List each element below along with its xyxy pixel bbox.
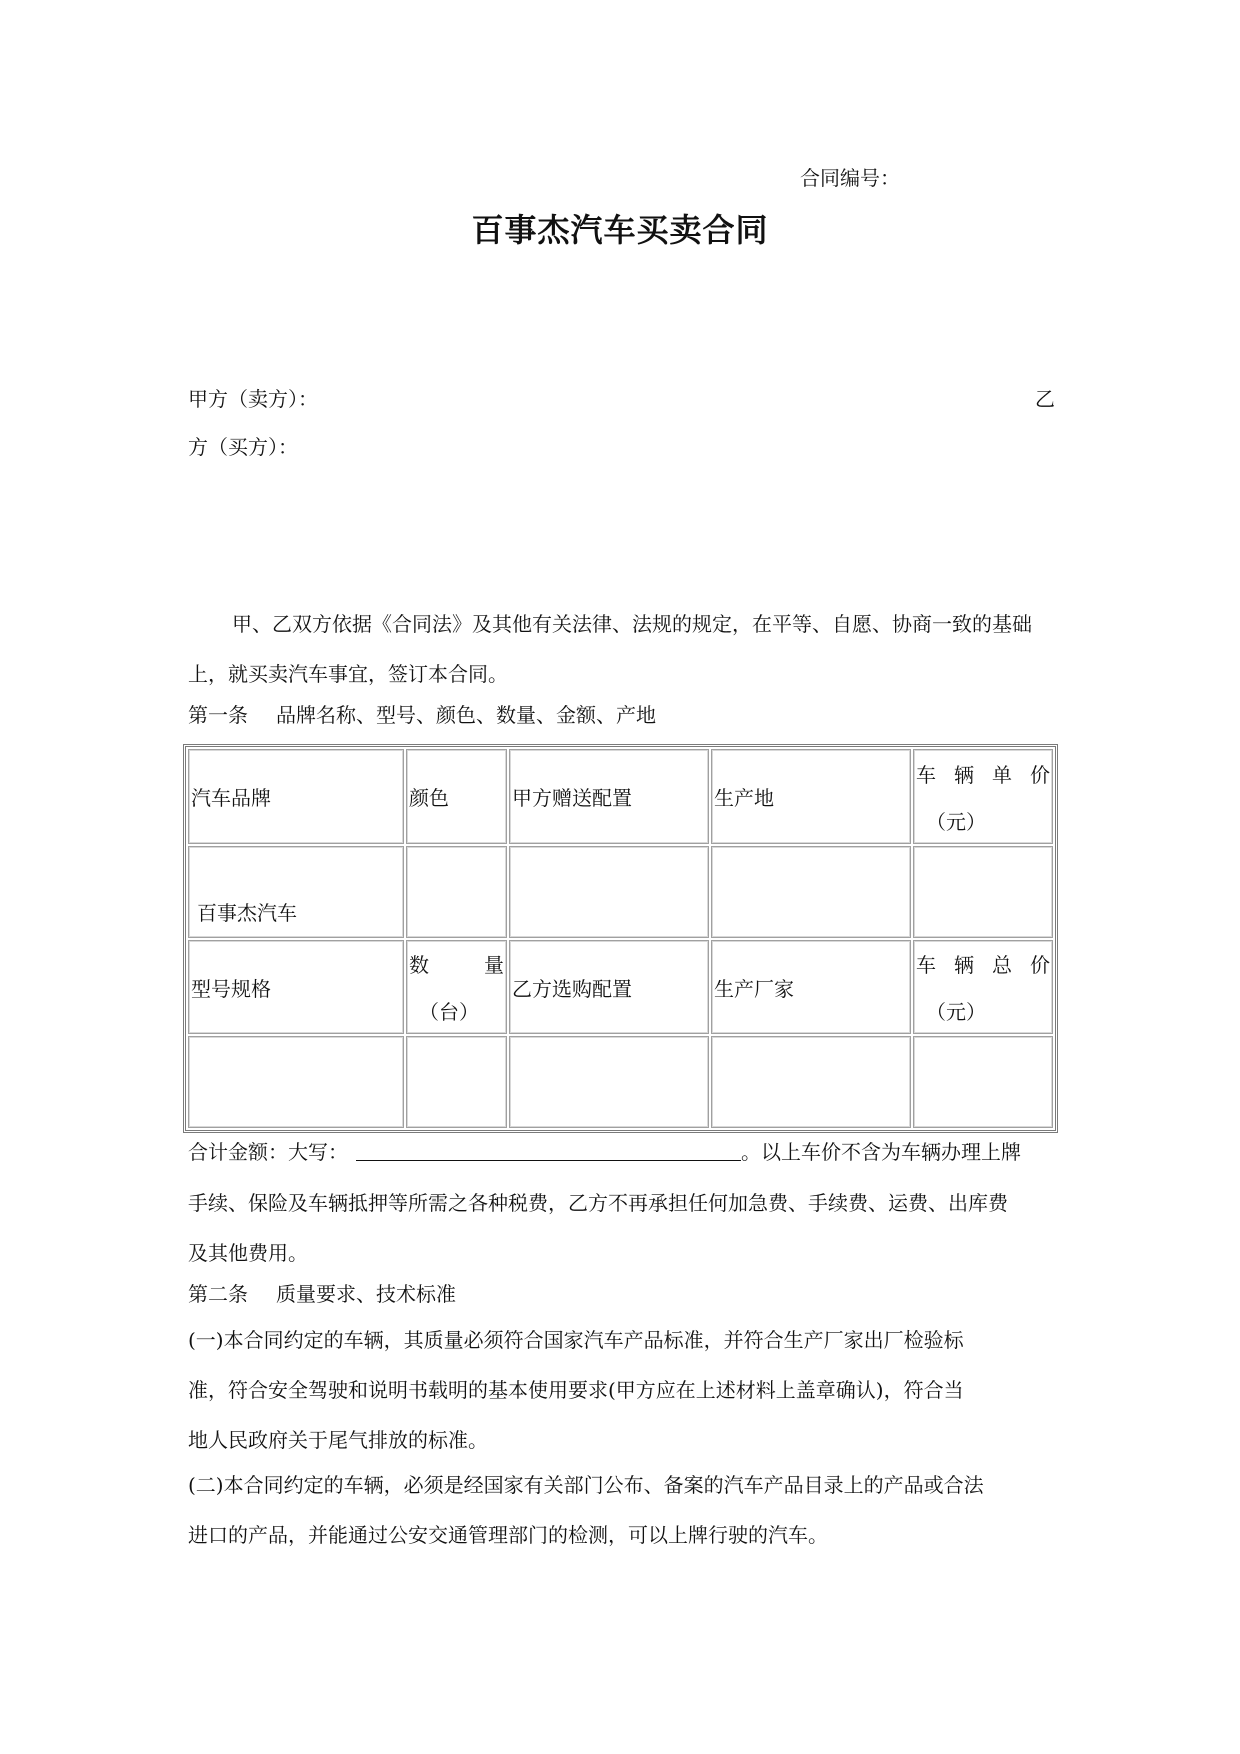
total-price-unit: （元）	[926, 1000, 986, 1024]
table-row	[188, 846, 1053, 938]
table-row	[188, 1036, 1053, 1128]
clause-2-line-2: 进口的产品，并能通过公安交通管理部门的检测，可以上牌行驶的汽车。	[188, 1523, 828, 1547]
quantity-value-cell	[406, 1036, 507, 1128]
header-gift-config: 甲方赠送配置	[509, 749, 709, 844]
total-price-char: 总	[992, 953, 1012, 977]
table-row	[188, 940, 1053, 1034]
party-b-label-part1: 乙	[1035, 387, 1055, 411]
manufacturer-value-cell	[711, 1036, 911, 1128]
article-2-number: 第二条	[188, 1282, 248, 1306]
header-model: 型号规格	[188, 940, 404, 1034]
vehicle-spec-table	[183, 744, 1058, 1133]
article-2-title: 质量要求、技术标准	[276, 1282, 456, 1306]
total-price-char: 价	[1030, 953, 1050, 977]
unit-price-char: 价	[1030, 762, 1050, 787]
unit-price-value-cell	[913, 846, 1053, 938]
header-brand: 汽车品牌	[188, 749, 404, 844]
clause-2-line-1: (二)本合同约定的车辆，必须是经国家有关部门公布、备案的汽车产品目录上的产品或合法	[188, 1473, 984, 1497]
quantity-char: 量	[484, 953, 504, 977]
contract-number-label: 合同编号：	[800, 166, 900, 190]
model-value-cell	[188, 1036, 404, 1128]
header-color: 颜色	[406, 749, 507, 844]
quantity-char: 数	[409, 953, 429, 977]
unit-price-unit: （元）	[926, 809, 986, 834]
article-1-heading	[188, 705, 656, 725]
total-note-line-2: 手续、保险及车辆抵押等所需之各种税费，乙方不再承担任何加急费、手续费、运费、出库费	[188, 1191, 1008, 1215]
clause-1-line-1: (一)本合同约定的车辆，其质量必须符合国家汽车产品标准，并符合生产厂家出厂检验标	[188, 1328, 964, 1352]
unit-price-char: 辆	[954, 762, 974, 787]
total-price-char: 车	[916, 953, 936, 977]
quantity-unit: （台）	[419, 1000, 479, 1024]
intro-line-2: 上，就买卖汽车事宜，签订本合同。	[188, 662, 508, 686]
party-b-label-part2: 方（买方）：	[188, 435, 298, 459]
clause-1-line-3: 地人民政府关于尾气排放的标准。	[188, 1428, 488, 1452]
color-value-cell	[406, 846, 507, 938]
table-row	[188, 749, 1053, 844]
total-amount-note: 。以上车价不含为车辆办理上牌	[741, 1140, 1021, 1164]
party-a-label: 甲方（卖方）：	[188, 387, 318, 411]
gift-config-value-cell	[509, 846, 709, 938]
unit-price-char: 单	[992, 762, 1012, 787]
brand-value-cell	[188, 846, 404, 938]
total-amount-line	[188, 1142, 1021, 1162]
total-amount-label: 合计金额：大写：	[188, 1140, 348, 1164]
brand-value: 百事杰汽车	[197, 900, 297, 925]
article-2-heading	[188, 1284, 456, 1304]
header-total-price	[913, 940, 1053, 1034]
header-quantity	[406, 940, 507, 1034]
header-manufacturer: 生产厂家	[711, 940, 911, 1034]
intro-line-1: 甲、乙双方依据《合同法》及其他有关法律、法规的规定，在平等、自愿、协商一致的基础	[232, 612, 1032, 636]
header-buyer-config: 乙方选购配置	[509, 940, 709, 1034]
clause-1-line-2: 准，符合安全驾驶和说明书载明的基本使用要求(甲方应在上述材料上盖章确认)，符合当	[188, 1378, 964, 1402]
total-price-char: 辆	[954, 953, 974, 977]
total-amount-blank	[356, 1142, 741, 1161]
article-1-number: 第一条	[188, 703, 248, 727]
article-1-title: 品牌名称、型号、颜色、数量、金额、产地	[276, 703, 656, 727]
buyer-config-value-cell	[509, 1036, 709, 1128]
document-title: 百事杰汽车买卖合同	[471, 211, 769, 249]
total-price-value-cell	[913, 1036, 1053, 1128]
total-note-line-3: 及其他费用。	[188, 1241, 308, 1265]
origin-value-cell	[711, 846, 911, 938]
header-origin: 生产地	[711, 749, 911, 844]
unit-price-char: 车	[916, 762, 936, 787]
header-unit-price	[913, 749, 1053, 844]
